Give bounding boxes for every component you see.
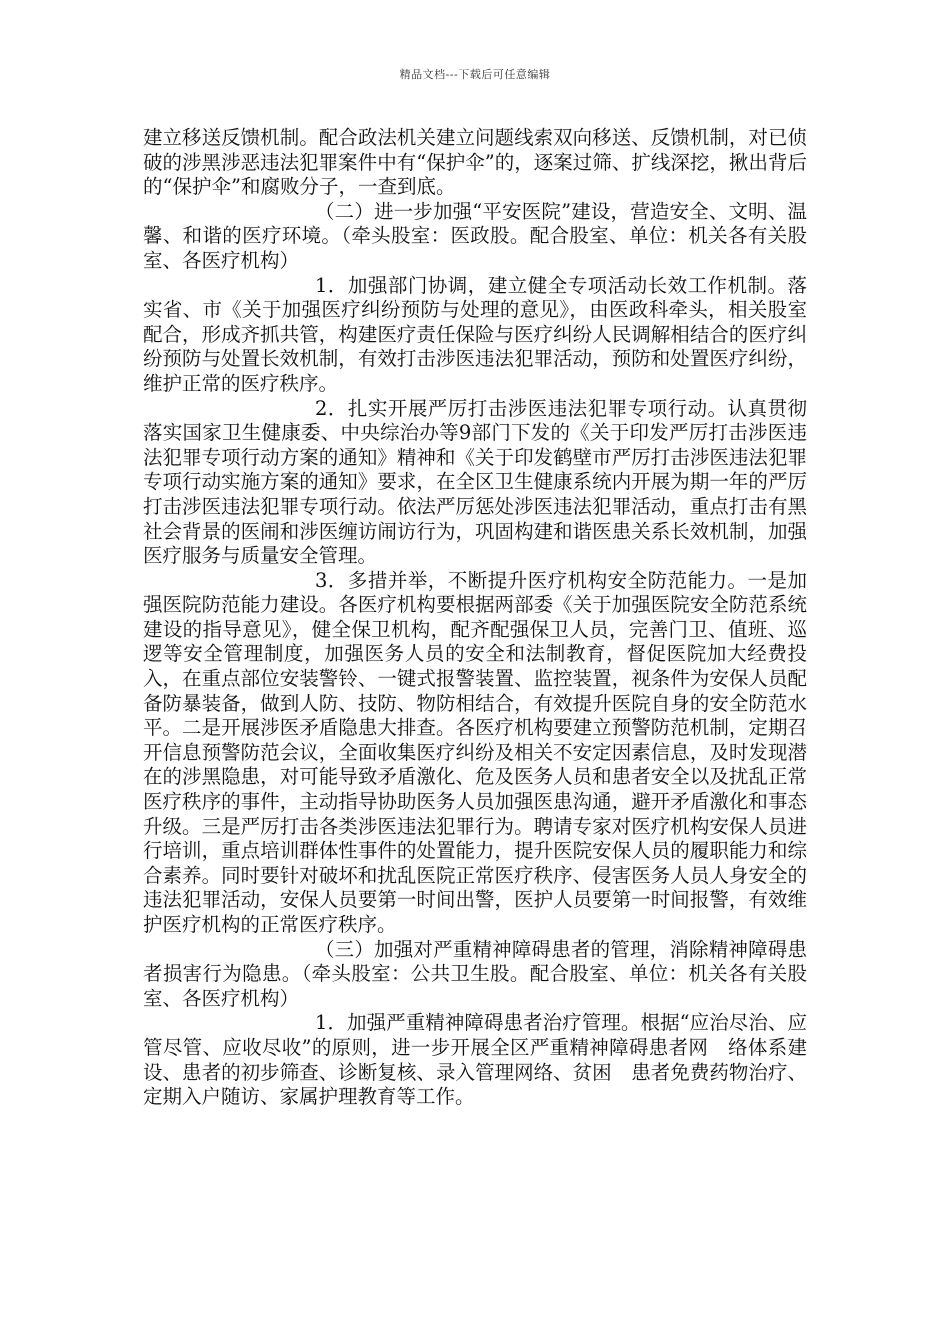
section-heading-3: （三）加强对严重精神障碍患者的管理，消除精神障碍患者损害行为隐患。（牵头股室：公共卫生股。配合股室、单位：机关各有关股室、各医疗机构）: [143, 937, 807, 1010]
section-heading-2: （二）进一步加强“平安医院”建设，营造安全、文明、温馨、和谐的医疗环境。（牵头股室：医政股。配合股室、单位：机关各有关股室、各医疗机构）: [143, 199, 807, 272]
document-body: [143, 126, 807, 1110]
paragraph-item-1: 1．加强部门协调，建立健全专项活动长效工作机制。落实省、市《关于加强医疗纠纷预防与处理的意见》，由医政科牵头，相关股室配合，形成齐抓共管，构建医疗责任保险与医疗纠纷人民调解相结合的医疗纠纷预防与处置长效机制，有效打击涉医违法犯罪活动，预防和处置医疗纠纷，维护正常的医疗秩序。: [143, 273, 807, 395]
page-header: 精品文档---下载后可任意编辑: [399, 68, 551, 81]
paragraph-item-3: 3．多措并举，不断提升医疗机构安全防范能力。一是加强医院防范能力建设。各医疗机构要根据两部委《关于加强医院安全防范系统建设的指导意见》，健全保卫机构，配齐配强保卫人员，完善门卫、值班、巡逻等安全管理制度，加强医务人员的安全和法制教育，督促医院加大经费投入，在重点部位安装警铃、一键式报警装置、监控装置，视条件为安保人员配备防暴装备，做到人防、技防、物防相结合，有效提升医院自身的安全防范水平。二是开展涉医矛盾隐患大排查。各医疗机构要建立预警防范机制，定期召开信息预警防范会议，全面收集医疗纠纷及相关不安定因素信息，及时发现潜在的涉黑隐患，对可能导致矛盾激化、危及医务人员和患者安全以及扰乱正常医疗秩序的事件，主动指导协助医务人员加强医患沟通，避开矛盾激化和事态升级。三是严厉打击各类涉医违法犯罪行为。聘请专家对医疗机构安保人员进行培训，重点培训群体性事件的处置能力，提升医院安保人员的履职能力和综合素养。同时要针对破坏和扰乱医院正常医疗秩序、侵害医务人员人身安全的违法犯罪活动，安保人员要第一时间出警，医护人员要第一时间报警，有效维护医疗机构的正常医疗秩序。: [143, 568, 807, 936]
paragraph-continuation: 建立移送反馈机制。配合政法机关建立问题线索双向移送、反馈机制，对已侦破的涉黑涉恶违法犯罪案件中有“保护伞”的，逐案过筛、扩线深挖，揪出背后的“保护伞”和腐败分子，一查到底。: [143, 126, 807, 199]
paragraph-item-2: 2．扎实开展严厉打击涉医违法犯罪专项行动。认真贯彻落实国家卫生健康委、中央综治办等9部门下发的《关于印发严厉打击涉医违法犯罪专项行动方案的通知》精神和《关于印发鹤壁市严厉打击涉医违法犯罪专项行动实施方案的通知》要求，在全区卫生健康系统内开展为期一年的严厉打击涉医违法犯罪专项行动。依法严厉惩处涉医违法犯罪活动，重点打击有黑社会背景的医闹和涉医缠访闹访行为，巩固构建和谐医患关系长效机制，加强医疗服务与质量安全管理。: [143, 396, 807, 568]
paragraph-item-1b: 1．加强严重精神障碍患者治疗管理。根据“应治尽治、应管尽管、应收尽收”的原则，进一步开展全区严重精神障碍患者网 络体系建设、患者的初步筛查、诊断复核、录入管理网络、贫困 患者免费药物治疗、定期入户随访、家属护理教育等工作。: [143, 1011, 807, 1109]
